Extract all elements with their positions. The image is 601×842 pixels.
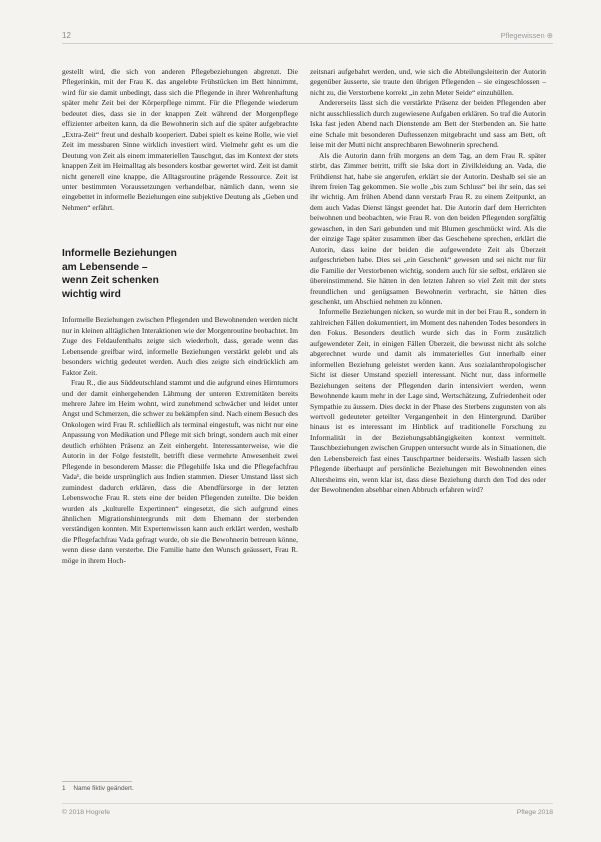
footer-copyright: © 2018 Hogrefe	[62, 809, 111, 816]
left-column	[62, 67, 298, 566]
footer-journal: Pflege 2018	[516, 809, 553, 816]
right-column	[310, 67, 546, 496]
body-paragraph: Als die Autorin dann früh morgens an dem Tag, an dem Frau R. später stirbt, das Zimmer betritt, trifft sie Iska dort in Zivilkleidung an. Vada, die Frühdienst hat, habe sie angerufen, erklärt sie der Autorin. Deshalb sei sie an ihrem freien Tag gekommen. Sie wolle „bis zum Schluss“ bei ihr sein, das sei ihr wichtig. Am frühen Abend dann verstarb Frau R. zu einem Zeitpunkt, an dem auch Vadas Dienst längst geendet hat. Die Autorin darf dem Herrichten beiwohnen und beobachten, wie Frau R. von den beiden Pflegenden sorgfältig gewaschen, in den Sari gebunden und mit Blumen geschmückt wird. Als die der einzige Tage später zusammen über das Geschehene sprechen, erklärt die Autorin, dass keine der beiden die aufgewendete Zeit als Überzeit aufgeschrieben habe. Dies sei „ein Geschenk“ gewesen und sei nicht nur für die Familie der Verstorbenen wichtig, sondern auch für sie selbst, erklären sie übereinstimmend. Sie hätten in den letzten Jahren so viel Zeit mit der stets freundlichen und genügsamen Bewohnerin verbracht, sie hätten dies geschenkt, um Abschied nehmen zu können.	[310, 150, 546, 306]
body-paragraph: Informelle Beziehungen nicken, so wurde mit in der bei Frau R., sondern in zahlreichen Fällen dokumentiert, im Moment des nahenden Todes besonders in den Fokus. Besonders deutlich wurde sich das in Form zusätzlich aufgewendeter Zeit, in einigen Fällen Überzeit, die bewusst nicht als solche abgerechnet wurde und damit als immaterielles Gut innerhalb einer informellen Beziehung geleistet werden kann. Aus sozialanthropologischer Sicht ist dieser Umstand speziell interessant. Nicht nur, dass informelle Beziehungen seitens der Pflegenden darin intensiviert werden, wenn Bewohnende kaum mehr in der Lage sind, Wertschätzung, Zufriedenheit oder Sympathie zu äussern. Dies deckt in der Phase des Sterbens zugunsten von als wertvoll gedeuteter geteilter Vergangenheit in den Hintergrund. Darüber hinaus ist es interessant im Hinblick auf traditionelle Forschung zu Informalität in der Beziehungsabhängigkeiten kontext vermittelt. Tauschbeziehungen zwischen Gruppen untersucht wurde als in Situationen, die den Lebensbereich fast eines Tauschpartner beiderseits. Weshalb lassen sich Pflegende überhaupt auf persönliche Beziehungen mit Bewohnenden eines Altersheims ein, wenn klar ist, dass diese Beziehung durch den Tod des oder der Bewohnenden absehbar einen Abbruch erfahren wird?	[310, 307, 546, 495]
page-number: 12	[62, 31, 71, 40]
section-heading-line: wichtig wird	[62, 288, 121, 300]
body-paragraph: gestellt wird, die sich von anderen Pflegebeziehungen abgrenzt. Die Pflegerinkin, mit der Frau K. das angelebte Frühstücken im Bett hinnimmt, wird für sie damit unbedingt, dass sich die Pflegende in ihrer Wehrenhaftung später mehr Zeit bei der Körperpflege nimmt. Für die Pflegende wiederum bedeutet dies, dass sie in der knappen Zeit während der Morgenpflege effizienter arbeiten kann, da die Bewohnerin sich auf die später aufgebrachte „Extra-Zeit“ freut und deshalb kooperiert. Dabei spielt es keine Rolle, wie viel Zeit im messbaren Sinne wirklich investiert wird. Vielmehr geht es um die Deutung von Zeit als einem immateriellen Tauschgut, das im Kontext der stets knappen Zeit im Heimalltag als besonders kostbar gewertet wird. Zeit ist damit nicht generell eine knappe, die Alltagsroutine prägende Ressource. Zeit ist unter bestimmten Voraussetzungen verhandelbar, nämlich dann, wenn sie eingebettet in informelle Beziehungen eine subjektive Deutung als „Geben und Nehmen“ erfährt.	[62, 67, 298, 212]
footnote-divider	[62, 781, 132, 782]
section-heading	[62, 247, 298, 301]
section-heading-line: Informelle Beziehungen	[62, 248, 177, 260]
footnote	[62, 785, 134, 792]
footer-divider	[62, 803, 553, 804]
body-paragraph: Informelle Beziehungen zwischen Pflegenden und Bewohnenden werden nicht nur in kleinen alltäglichen Interaktionen wie der Morgenroutine beobachtet. Im Zuge des Feldaufenthalts zeigte sich wiederholt, dass, gerade wenn das Lebensende greifbar wird, informelle Beziehungen verstärkt gelebt und als besonders wichtig gedeutet werden. Auch dies zeigte sich eindrücklich am Faktor Zeit.	[62, 315, 298, 377]
journal-label: Pflegewissen ⊕	[500, 31, 553, 40]
footnote-mark: 1	[62, 785, 66, 792]
footnote-text: Name fiktiv geändert.	[73, 785, 134, 792]
body-paragraph: Frau R., die aus Süddeutschland stammt und die aufgrund eines Hirntumors und der damit einhergehenden Lähmung der unteren Extremitäten bereits mehrere Jahre im Heim wohnt, wird zunehmend schwächer und leidet unter Angst und Schmerzen, die schwer zu bekämpfen sind. Nach einem Besuch des Onkologen wird Frau R. schließlich als terminal eingestuft, was nicht nur eine Anpassung von Medikation und Pflege mit sich bringt, sondern auch mit einer deutlich erhöhten Präsenz an Zeit einhergeht. Interessanterweise, wie die Autorin in der Folge feststellt, betrifft diese vermehrte Anwesenheit zwei Pflegende in besonderem Masse: die Pflegehilfe Iska und die Pflegefachfrau Vada¹, die beide ursprünglich aus Indien stammen. Dieser Umstand lässt sich zumindest dadurch erklären, dass die Abendfürsorge in der letzten Lebenswoche Frau R. stets eine der beiden Pflegenden zuteilte. Die beiden wurden als „kulturelle Expertinnen“ eingesetzt, die sich aufgrund eines ähnlichen Migrationshintergrunds mit dem Ehemann der sterbenden verständigen konnten. Mit Expertenwissen kann auch erklärt werden, weshalb die Pflegefachfrau Vada gefragt wurde, ob sie die Bewohnerin betreuen könne, wenn diese dann versterbe. Die Familie hatte den Wunsch geäussert, Frau R. möge in ihrem Hoch-	[62, 378, 298, 565]
section-heading-line: wenn Zeit schenken	[62, 275, 159, 287]
body-paragraph: Andererseits lässt sich die verstärkte Präsenz der beiden Pflegenden aber nicht ausschliesslich durch zugewiesene Aufgaben erklären. So traf die Autorin Iska fast jeden Abend nach Dienstende am Bett der Sterbenden an. Sie hatte eine Schale mit besonderen Duftessenzen mitgebracht und sass am Bett, oft leise mit der Mutti nicht ansprechbaren Bewohnerin sprechend.	[310, 98, 546, 150]
body-paragraph: zeitsnari aufgebahrt werden, und, wie sich die Abteilungsleiterin der Autorin gegenüber äusserte, sie traute den übrigen Pflegenden – sie eingeschlossen – nicht zu, die Verstorbene korrekt „in zehn Meter Seide“ einzuhüllen.	[310, 67, 546, 97]
header-divider	[62, 43, 553, 44]
section-heading-line: am Lebensende –	[62, 261, 148, 273]
